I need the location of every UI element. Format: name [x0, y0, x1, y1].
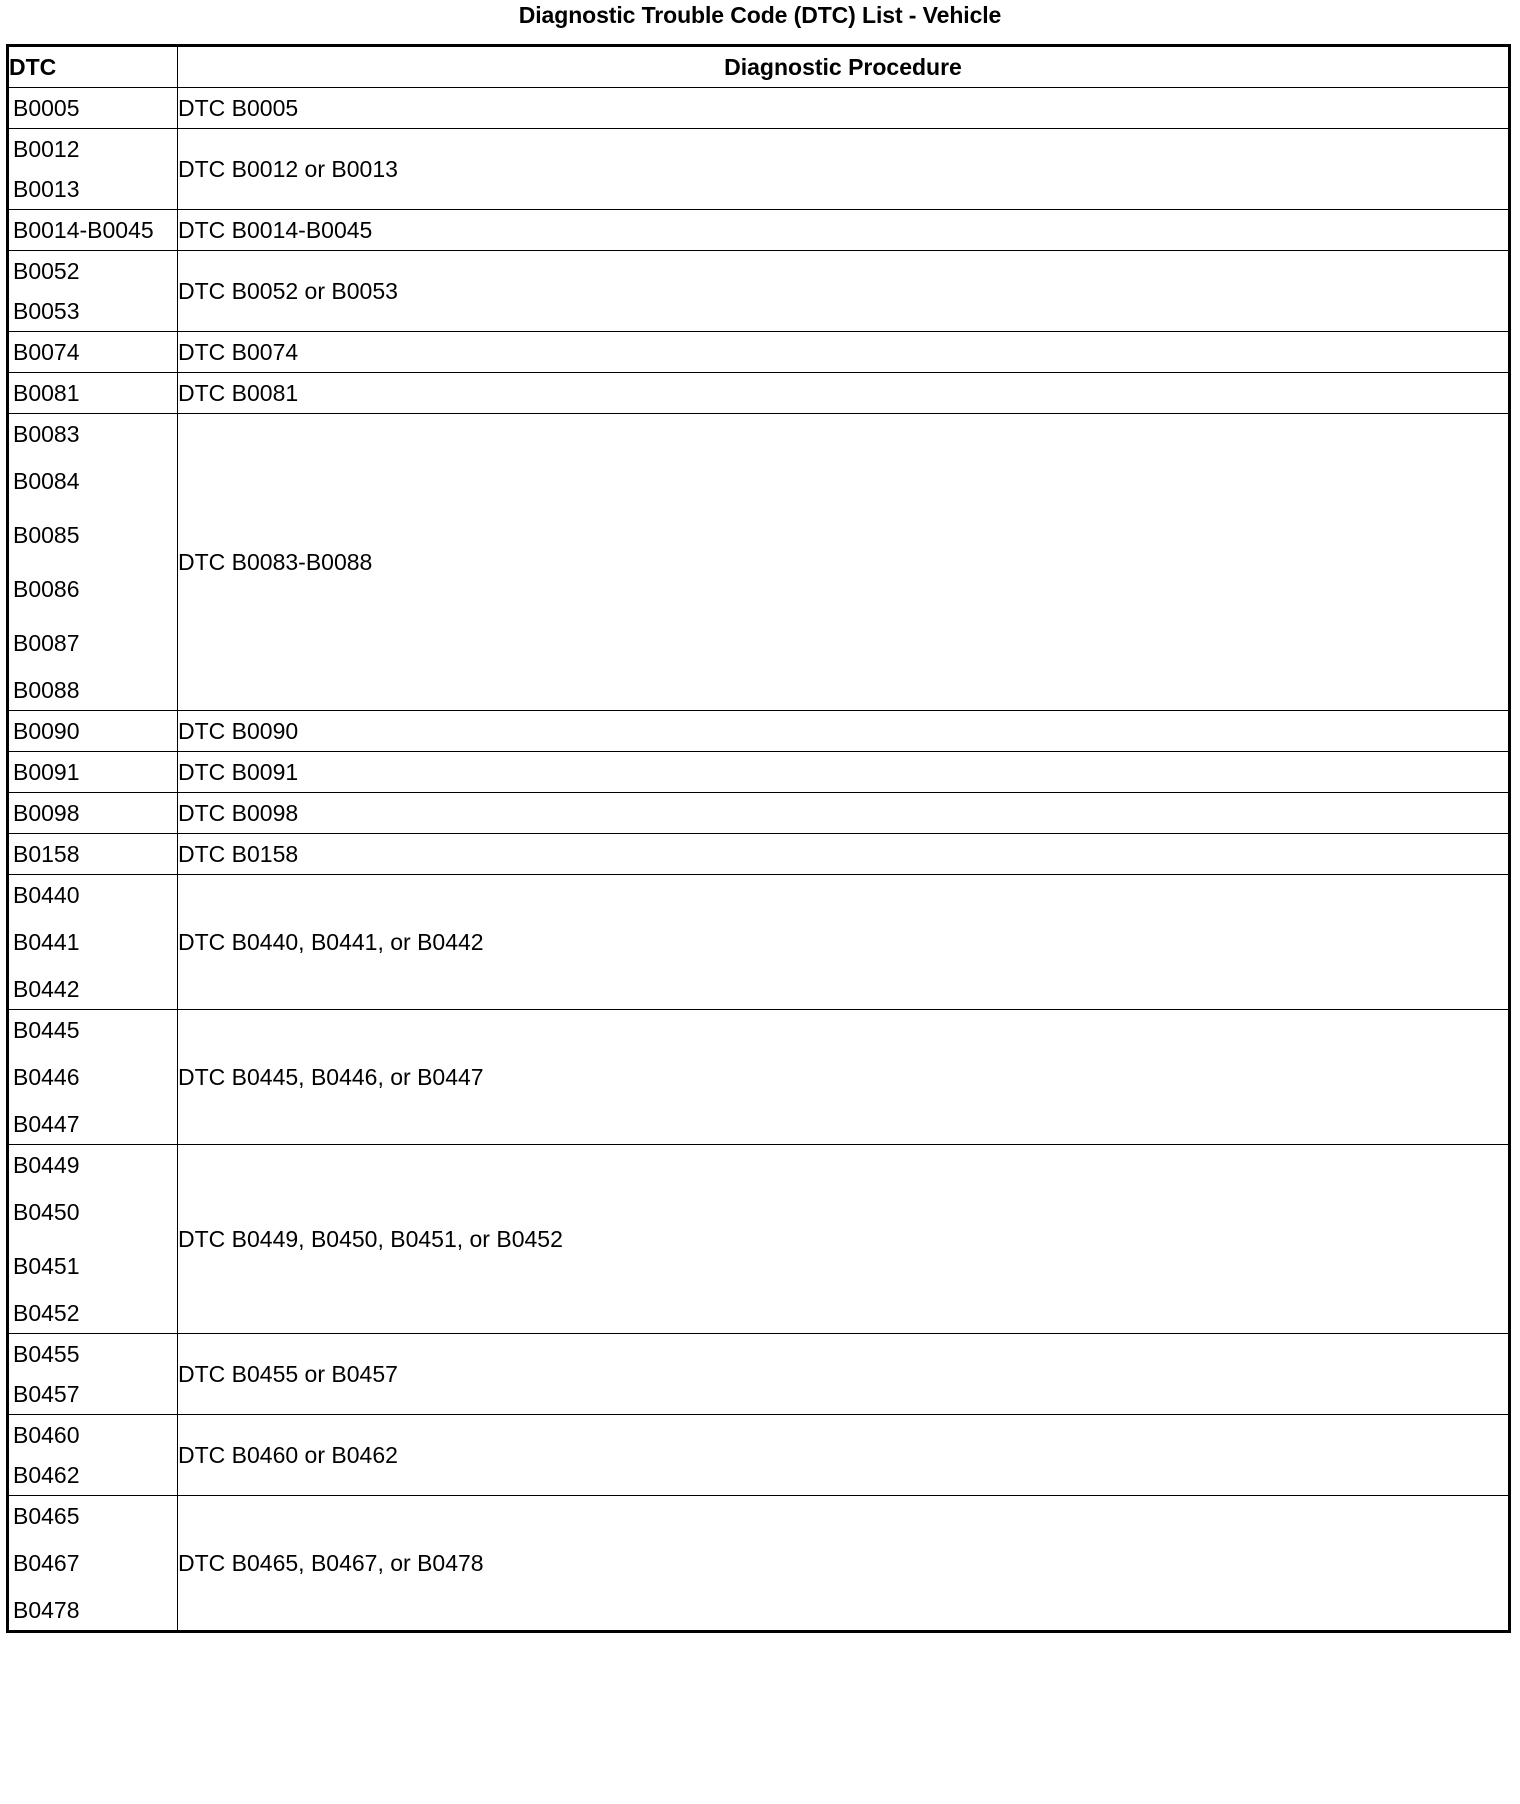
- column-header-diagnostic-procedure: Diagnostic Procedure: [178, 46, 1510, 88]
- dtc-code: B0158: [13, 841, 80, 867]
- diagnostic-procedure-cell: DTC B0081: [178, 373, 1510, 414]
- diagnostic-procedure-cell: DTC B0091: [178, 752, 1510, 793]
- table-row: [8, 1010, 1510, 1145]
- table-row: [8, 129, 1510, 210]
- dtc-code-cell: [8, 1010, 178, 1145]
- dtc-code-cell: [8, 875, 178, 1010]
- dtc-code: B0090: [13, 718, 80, 744]
- dtc-code: B0081: [13, 380, 80, 406]
- dtc-code-cell: [8, 1334, 178, 1415]
- dtc-code: B0460: [13, 1422, 80, 1448]
- dtc-code-cell: [8, 1496, 178, 1632]
- diagnostic-procedure-cell: DTC B0005: [178, 88, 1510, 129]
- dtc-table: [6, 44, 1511, 1633]
- dtc-code: B0086: [13, 576, 80, 602]
- dtc-code-cell: [8, 414, 178, 711]
- dtc-code-cell: [8, 88, 178, 129]
- page-title: Diagnostic Trouble Code (DTC) List - Vehicle: [518, 2, 1002, 28]
- diagnostic-procedure-cell: DTC B0074: [178, 332, 1510, 373]
- dtc-code: B0014-B0045: [13, 217, 154, 243]
- dtc-code: B0440: [13, 882, 80, 908]
- diagnostic-procedure-cell: DTC B0449, B0450, B0451, or B0452: [178, 1145, 1510, 1334]
- table-row: [8, 1496, 1510, 1632]
- dtc-code: B0455: [13, 1341, 80, 1367]
- dtc-code-cell: [8, 1145, 178, 1334]
- table-row: [8, 373, 1510, 414]
- dtc-code: B0465: [13, 1503, 80, 1529]
- diagnostic-procedure-cell: DTC B0012 or B0013: [178, 129, 1510, 210]
- table-body: [8, 88, 1510, 1632]
- dtc-code: B0449: [13, 1152, 80, 1178]
- dtc-code: B0446: [13, 1064, 80, 1090]
- diagnostic-procedure-cell: DTC B0158: [178, 834, 1510, 875]
- table-row: [8, 332, 1510, 373]
- dtc-code: B0088: [13, 677, 80, 703]
- table-row: [8, 752, 1510, 793]
- table-header-row: [8, 46, 1510, 88]
- table-row: [8, 793, 1510, 834]
- table-row: [8, 1145, 1510, 1334]
- dtc-code: B0442: [13, 976, 80, 1002]
- diagnostic-procedure-cell: DTC B0083-B0088: [178, 414, 1510, 711]
- dtc-code-cell: [8, 1415, 178, 1496]
- dtc-code-cell: [8, 129, 178, 210]
- dtc-code: B0087: [13, 630, 80, 656]
- table-row: [8, 834, 1510, 875]
- dtc-code: B0005: [13, 95, 80, 121]
- dtc-code-cell: [8, 711, 178, 752]
- dtc-code: B0084: [13, 468, 80, 494]
- dtc-code-cell: [8, 373, 178, 414]
- dtc-code: B0013: [13, 176, 80, 202]
- dtc-code: B0074: [13, 339, 80, 365]
- column-header-dtc: DTC: [8, 46, 178, 88]
- table-row: [8, 414, 1510, 711]
- dtc-code: B0052: [13, 258, 80, 284]
- table-row: [8, 88, 1510, 129]
- dtc-code: B0467: [13, 1550, 80, 1576]
- dtc-code: B0478: [13, 1597, 80, 1623]
- dtc-code: B0091: [13, 759, 80, 785]
- dtc-code: B0053: [13, 298, 80, 324]
- diagnostic-procedure-cell: DTC B0455 or B0457: [178, 1334, 1510, 1415]
- dtc-code: B0450: [13, 1199, 80, 1225]
- diagnostic-procedure-cell: DTC B0440, B0441, or B0442: [178, 875, 1510, 1010]
- dtc-code: B0457: [13, 1381, 80, 1407]
- dtc-code-cell: [8, 752, 178, 793]
- dtc-code: B0452: [13, 1300, 80, 1326]
- diagnostic-procedure-cell: DTC B0465, B0467, or B0478: [178, 1496, 1510, 1632]
- dtc-code: B0451: [13, 1253, 80, 1279]
- dtc-code: B0441: [13, 929, 80, 955]
- dtc-code-cell: [8, 834, 178, 875]
- dtc-code-cell: [8, 251, 178, 332]
- table-row: [8, 251, 1510, 332]
- dtc-code-cell: [8, 210, 178, 251]
- dtc-code: B0445: [13, 1017, 80, 1043]
- table-row: [8, 1334, 1510, 1415]
- diagnostic-procedure-cell: DTC B0445, B0446, or B0447: [178, 1010, 1510, 1145]
- table-row: [8, 711, 1510, 752]
- table-row: [8, 1415, 1510, 1496]
- diagnostic-procedure-cell: DTC B0014-B0045: [178, 210, 1510, 251]
- diagnostic-procedure-cell: DTC B0098: [178, 793, 1510, 834]
- diagnostic-procedure-cell: DTC B0460 or B0462: [178, 1415, 1510, 1496]
- dtc-code-cell: [8, 793, 178, 834]
- table-row: [8, 210, 1510, 251]
- dtc-code: B0098: [13, 800, 80, 826]
- diagnostic-procedure-cell: DTC B0052 or B0053: [178, 251, 1510, 332]
- dtc-code: B0447: [13, 1111, 80, 1137]
- table-row: [8, 875, 1510, 1010]
- diagnostic-procedure-cell: DTC B0090: [178, 711, 1510, 752]
- dtc-code: B0012: [13, 136, 80, 162]
- dtc-code-cell: [8, 332, 178, 373]
- dtc-code: B0085: [13, 522, 80, 548]
- dtc-code: B0462: [13, 1462, 80, 1488]
- dtc-code: B0083: [13, 421, 80, 447]
